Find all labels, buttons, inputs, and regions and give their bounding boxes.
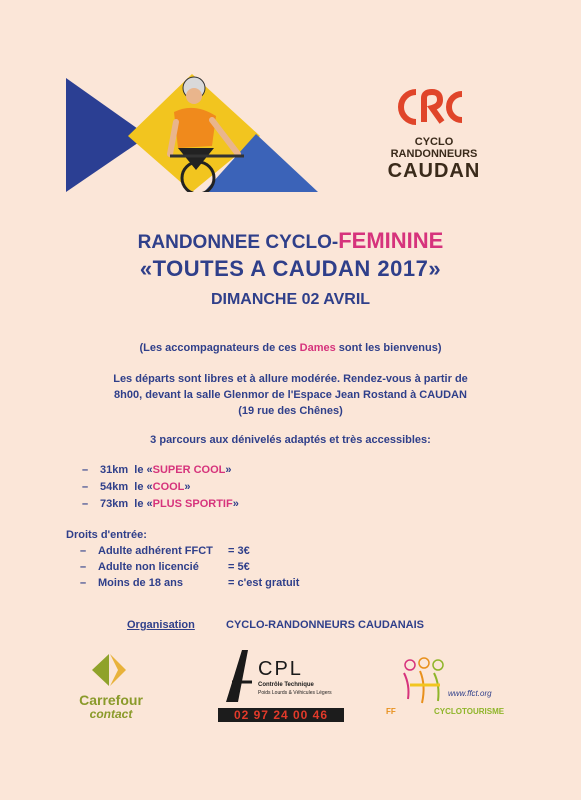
acpl-subtitle-1: Contrôle Technique xyxy=(258,682,314,688)
carrefour-line-1: Carrefour xyxy=(79,692,143,708)
logo-line-cyclo: CYCLO xyxy=(414,136,454,148)
route-prefix: le « xyxy=(134,481,153,493)
route-name: SUPER COOL xyxy=(152,464,226,476)
acpl-phone: 02 97 24 00 46 xyxy=(218,708,344,722)
table-row xyxy=(66,543,366,559)
companions-suffix: sont les bienvenus) xyxy=(335,342,442,354)
carrefour-line-2: contact xyxy=(89,707,133,721)
route-name: PLUS SPORTIF xyxy=(152,498,233,510)
acpl-a-icon xyxy=(222,648,258,704)
title-highlight-feminine: FEMININE xyxy=(338,228,444,253)
list-item xyxy=(82,496,239,513)
route-suffix: » xyxy=(184,481,191,493)
fee-dash: – xyxy=(80,545,87,557)
fees-section xyxy=(66,527,366,591)
carrefour-icon xyxy=(88,652,130,688)
companions-note xyxy=(0,340,581,356)
acpl-logo xyxy=(218,648,348,724)
fee-dash: – xyxy=(80,561,87,573)
fee-value: = c'est gratuit xyxy=(228,577,300,589)
ffct-url: www.ffct.org xyxy=(448,689,492,698)
fee-dash: – xyxy=(80,577,87,589)
event-type-title xyxy=(0,228,581,254)
event-date: DIMANCHE 02 AVRIL xyxy=(210,291,371,308)
route-distance: 54km xyxy=(100,481,129,493)
event-name-title: «TOUTES A CAUDAN 2017» xyxy=(139,256,442,281)
route-dash: – xyxy=(82,481,89,493)
route-suffix: » xyxy=(232,498,239,510)
route-distance: 31km xyxy=(100,464,129,476)
title-prefix: RANDONNEE CYCLO- xyxy=(137,232,339,253)
fee-value: = 3€ xyxy=(228,545,250,557)
club-logo xyxy=(368,84,500,184)
routes-intro: 3 parcours aux dénivelés adaptés et très accessibles: xyxy=(150,434,431,446)
companions-highlight: Dames xyxy=(299,342,336,354)
table-row xyxy=(66,575,366,591)
logo-line-randonneurs: RANDONNEURS xyxy=(390,148,478,160)
fee-label: Moins de 18 ans xyxy=(98,577,183,589)
logo-line-caudan: CAUDAN xyxy=(387,160,481,182)
table-row xyxy=(66,559,366,575)
departures-line-3: (19 rue des Chênes) xyxy=(238,405,343,417)
ffct-name: CYCLOTOURISME xyxy=(434,707,505,716)
header-artwork xyxy=(66,74,318,192)
carrefour-logo xyxy=(66,652,156,722)
fee-value: = 5€ xyxy=(228,561,250,573)
route-distance: 73km xyxy=(100,498,129,510)
departures-paragraph xyxy=(40,371,541,419)
fee-label: Adulte non licencié xyxy=(98,561,199,573)
cyclists-icon xyxy=(396,655,452,715)
route-suffix: » xyxy=(225,464,232,476)
organisation-label: Organisation xyxy=(127,619,195,631)
route-name: COOL xyxy=(152,481,185,493)
fees-title: Droits d'entrée: xyxy=(66,529,147,541)
route-prefix: le « xyxy=(134,498,153,510)
list-item xyxy=(82,479,239,496)
departures-line-1: Les départs sont libres et à allure modérée. Rendez-vous à partir de xyxy=(113,373,468,385)
acpl-subtitle-2: Poids Lourds & Véhicules Légers xyxy=(258,690,332,696)
acpl-name: CPL xyxy=(258,658,303,680)
companions-prefix: (Les accompagnateurs de ces xyxy=(139,342,300,354)
route-dash: – xyxy=(82,464,89,476)
ffct-logo xyxy=(386,655,505,725)
ffct-prefix: FF xyxy=(386,707,396,716)
route-prefix: le « xyxy=(134,464,153,476)
fee-label: Adulte adhérent FFCT xyxy=(98,545,213,557)
organisation-value: CYCLO-RANDONNEURS CAUDANAIS xyxy=(226,619,424,631)
route-dash: – xyxy=(82,498,89,510)
list-item xyxy=(82,462,239,479)
crc-mark-icon xyxy=(396,84,466,132)
routes-list xyxy=(82,462,239,513)
departures-line-2: 8h00, devant la salle Glenmor de l'Espace Jean Rostand à CAUDAN xyxy=(114,389,467,401)
